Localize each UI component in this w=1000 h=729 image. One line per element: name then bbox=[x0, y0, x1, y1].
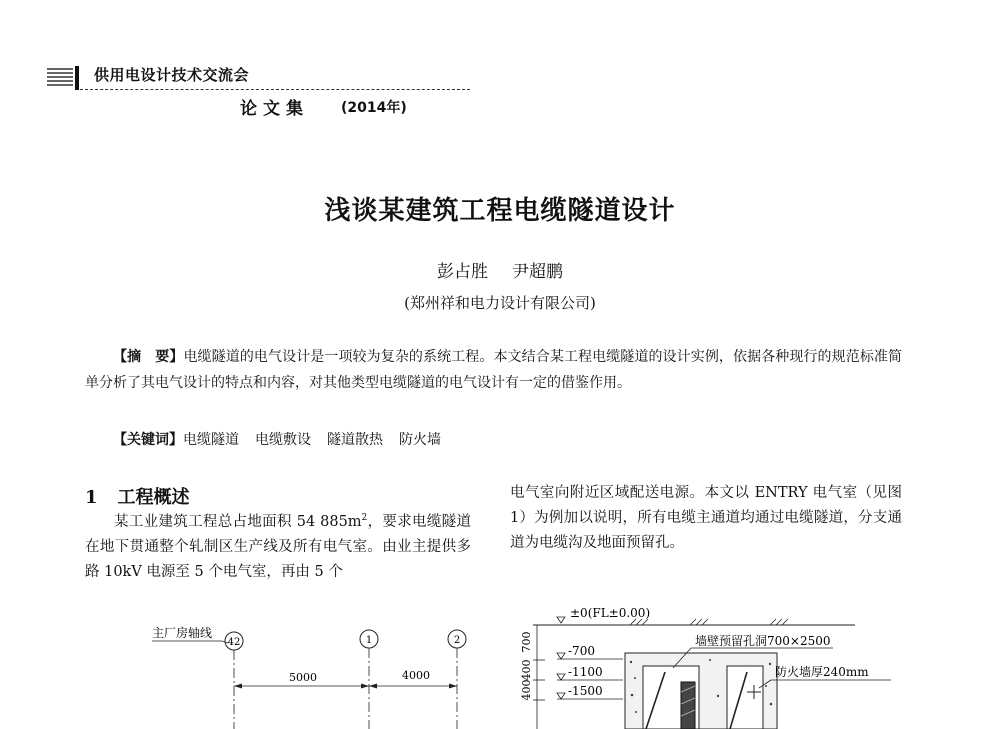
dim-arrow bbox=[234, 684, 242, 689]
affiliation: (郑州祥和电力设计有限公司) bbox=[404, 294, 596, 312]
level-mark: -1500 bbox=[568, 684, 603, 698]
superscript-2: 2 bbox=[361, 513, 368, 524]
author-list bbox=[0, 257, 1000, 282]
header-bar-decoration bbox=[75, 66, 79, 90]
body-text-left bbox=[85, 510, 471, 585]
figure-axis-plan bbox=[140, 615, 480, 729]
concrete-aggregate bbox=[635, 711, 637, 713]
note-fire-wall: 防火墙厚240mm bbox=[775, 665, 869, 679]
concrete-aggregate bbox=[631, 694, 634, 697]
ground-hatch bbox=[690, 619, 696, 625]
concrete-aggregate bbox=[630, 661, 632, 663]
concrete-aggregate bbox=[709, 659, 711, 661]
abstract-text: 电缆隧道的电气设计是一项较为复杂的系统工程。本文结合某工程电缆隧道的设计实例，依据各种现行的规范标准简单分析了其电气设计的特点和内容，对其他类型电缆隧道的电气设计有一定的借鉴作用。 bbox=[85, 349, 903, 391]
concrete-aggregate bbox=[765, 685, 767, 687]
figure-tunnel-section bbox=[515, 600, 910, 729]
dim-5000: 5000 bbox=[289, 671, 317, 684]
concrete-aggregate bbox=[634, 677, 636, 679]
level-mark: -1100 bbox=[568, 665, 603, 679]
axis-label: 主厂房轴线 bbox=[152, 626, 213, 640]
body-text-left-b: ，要求电缆隧道在地下贯通整个轧制区生产线及所有电气室。由业主提供多路 10kV 电源至 5 个电气室，再由 5 个 bbox=[85, 514, 472, 580]
keyword: 电缆敷设 bbox=[255, 432, 311, 448]
abstract-label: 【摘 要】 bbox=[113, 349, 184, 365]
keyword: 防火墙 bbox=[399, 432, 441, 448]
body-text-right: 电气室向附近区域配送电源。本文以 ENTRY 电气室（见图 1）为例加以说明，所有电缆主通道均通过电缆隧道，分支通道为电缆沟及地面预留孔。 bbox=[510, 485, 902, 551]
author-1: 彭占胜 bbox=[437, 262, 488, 282]
concrete-aggregate bbox=[769, 663, 771, 665]
ground-hatch bbox=[770, 619, 776, 625]
section-number: 1 bbox=[85, 487, 98, 508]
concrete-aggregate bbox=[717, 695, 719, 697]
side-dim-700: 700 bbox=[520, 631, 533, 653]
header-stripes-decoration bbox=[47, 68, 73, 88]
ground-hatch bbox=[702, 619, 708, 625]
abstract bbox=[85, 344, 902, 396]
author-2: 尹超鹏 bbox=[512, 262, 563, 282]
concrete-aggregate bbox=[770, 703, 773, 706]
level-marker bbox=[557, 617, 565, 623]
side-dim-400: 400 bbox=[520, 679, 533, 701]
section-heading bbox=[85, 483, 190, 509]
dim-arrow bbox=[369, 684, 377, 689]
dim-4000: 4000 bbox=[402, 669, 430, 682]
collection-title: 论文集 bbox=[240, 99, 309, 119]
level-mark: -700 bbox=[568, 644, 595, 658]
paper-title: 浅谈某建筑工程电缆隧道设计 bbox=[324, 196, 676, 226]
ground-hatch bbox=[696, 619, 702, 625]
dim-arrow bbox=[361, 684, 369, 689]
keyword: 隧道散热 bbox=[327, 432, 383, 448]
level-marker bbox=[557, 653, 565, 659]
section-title: 工程概述 bbox=[117, 487, 190, 508]
conference-name: 供用电设计技术交流会 bbox=[94, 66, 250, 84]
body-text-left-a: 某工业建筑工程总占地面积 54 885m bbox=[114, 514, 362, 530]
axis-id-42: 42 bbox=[227, 637, 241, 648]
keywords bbox=[113, 429, 457, 449]
collection-year: (2014年) bbox=[341, 100, 407, 116]
axis-id-1: 1 bbox=[365, 635, 373, 646]
axis-id-2: 2 bbox=[453, 635, 461, 646]
ground-hatch bbox=[776, 619, 782, 625]
note-wall-hole: 墙壁预留孔洞700×2500 bbox=[695, 634, 831, 648]
keywords-label: 【关键词】 bbox=[113, 432, 183, 448]
keyword: 电缆隧道 bbox=[183, 432, 239, 448]
side-dim-400: 400 bbox=[520, 659, 533, 681]
level-top: ±0(FL±0.00) bbox=[570, 606, 651, 620]
dim-arrow bbox=[449, 684, 457, 689]
level-marker bbox=[557, 693, 565, 699]
ground-hatch bbox=[782, 619, 788, 625]
header-dotted-rule bbox=[80, 89, 470, 90]
level-marker bbox=[557, 674, 565, 680]
